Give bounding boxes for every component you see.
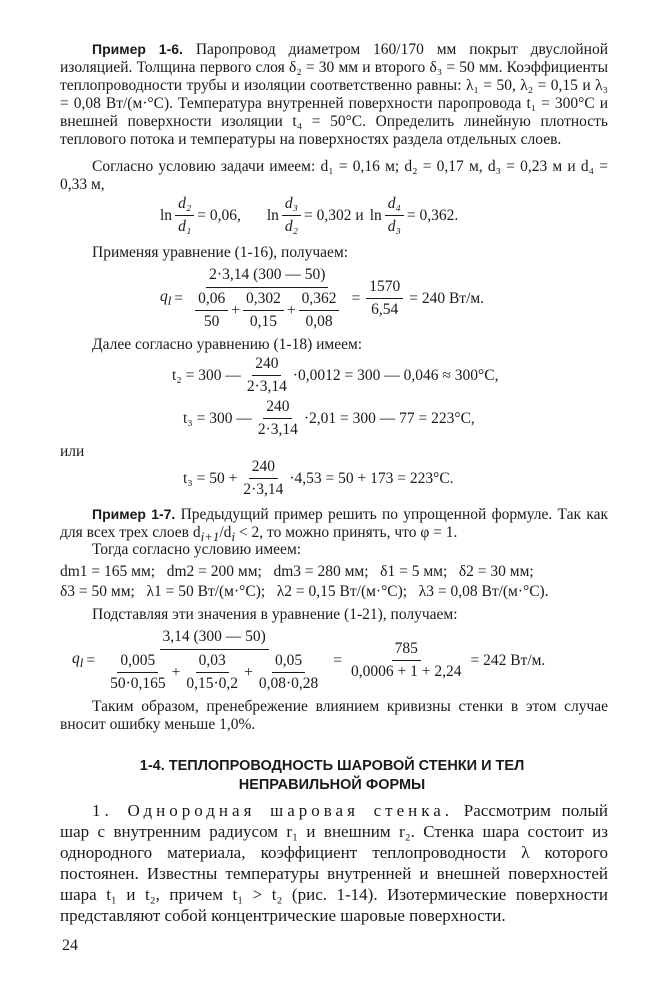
- ln-b-num: d₃: [284, 195, 299, 212]
- further-paragraph: Далее согласно уравнению (1-18) имеем:: [92, 336, 363, 353]
- ql-equation-1: [160, 266, 484, 331]
- ql1-eq: =: [174, 289, 184, 307]
- ql1-t1-den: 50: [203, 313, 220, 330]
- example-1-6-label: Пример 1-6.: [92, 41, 183, 57]
- ql2-lhs: $q_l$: [72, 649, 84, 671]
- example-1-7-text: Предыдущий пример решить по упрощенной формуле. Так как для всех трех слоев d: [60, 506, 608, 541]
- ln-a-lhs: ln: [160, 206, 173, 224]
- subsection-label: 1. Однородная шаровая стенка.: [92, 801, 454, 820]
- substitute-paragraph: Подставляя эти значения в уравнение (1-21), получаем:: [92, 606, 458, 623]
- ln-b-rhs: = 0,302 и: [304, 206, 364, 224]
- ql2-t2-num: 0,03: [196, 652, 229, 673]
- ql1-t1-num: 0,06: [195, 290, 228, 311]
- ql1-t2-num: 0,302: [243, 290, 284, 311]
- t2-num: 240: [252, 355, 281, 376]
- example-1-6-text: Паропровод диаметром 160/170 мм покрыт двуслойной изоляцией. Толщина первого слоя δ₂ = 30 мм и второго δ₃ = 50 мм. Коэффициенты теплопроводности трубы и изоляции соответственно равны: λ₁ = 50, λ₂ = 0,15 и λ₃ = 0,08 Вт/(м·°С). Температура внутренней поверхности паропровода t₁ = 300°С и внешней поверхности изоляции t₄ = 50°С. Определить линейную плотность теплового потока и температуры на поверхностях раздела отдельных слоев.: [60, 41, 609, 148]
- condition-paragraph: Согласно условию задачи имеем: d₁ = 0,16 м; d₂ = 0,17 м, d₃ = 0,23 м и d₄ = 0,33 м,: [60, 158, 608, 193]
- t3-den: 2·3,14: [257, 421, 298, 438]
- ql1-eq2: =: [351, 289, 361, 307]
- t3b-lhs: t₃ = 50 +: [183, 469, 238, 487]
- ql1-numerator: 2·3,14 (300 — 50): [206, 266, 328, 288]
- then-paragraph: Тогда согласно условию имеем:: [92, 541, 302, 558]
- ql2-eq: =: [86, 651, 96, 669]
- ql2-t3-den: 0,08·0,28: [258, 675, 319, 692]
- values-line-2: δ3 = 50 мм; λ1 = 50 Вт/(м·°С); λ2 = 0,15 Вт/(м·°С); λ3 = 0,08 Вт/(м·°С).: [60, 583, 549, 600]
- or-text: или: [60, 443, 85, 460]
- t2-den: 2·3,14: [246, 378, 287, 395]
- ln-a-rhs: = 0,06,: [197, 206, 241, 224]
- ql2-plus1: +: [171, 663, 181, 681]
- ln-c-den: d₃: [387, 218, 401, 235]
- ln-a-den: d₁: [178, 218, 192, 235]
- ql2-main-fraction: [101, 628, 327, 693]
- ln-a-fraction: [175, 195, 194, 236]
- t3-lhs: t₃ = 300 —: [183, 409, 252, 427]
- subsection-paragraph: [60, 800, 608, 926]
- values-line-1: dm1 = 165 мм; dm2 = 200 мм; dm3 = 280 мм; δ1 = 5 мм; δ2 = 30 мм;: [60, 563, 534, 580]
- ln-a-num: d₂: [178, 195, 192, 212]
- ln-b-lhs: ln: [266, 206, 279, 224]
- section-title-line-1: 1-4. ТЕПЛОПРОВОДНОСТЬ ШАРОВОЙ СТЕНКИ И ТЕЛ: [139, 758, 525, 774]
- page-number: 24: [62, 937, 78, 954]
- t2-equation: [172, 355, 498, 396]
- ln-c-lhs: ln: [369, 206, 382, 224]
- t3-alt-equation: [183, 458, 454, 499]
- example-1-7-label: Пример 1-7.: [92, 506, 176, 522]
- ql1-denominator: [189, 288, 345, 331]
- ql2-denominator: [101, 650, 327, 693]
- t3b-rhs: ·4,53 = 50 + 173 = 223°С.: [289, 469, 454, 487]
- ql2-t1-num: 0,005: [117, 652, 158, 673]
- ql1-plus2: +: [286, 301, 296, 319]
- ln-c-rhs: = 0,362.: [406, 206, 459, 224]
- example-1-7-sub1: i+1: [200, 529, 220, 545]
- section-title-line-2: НЕПРАВИЛЬНОЙ ФОРМЫ: [238, 777, 426, 793]
- example-1-7-sub2: i: [231, 529, 236, 545]
- example-1-7-tail: < 2, то можно принять, что φ = 1.: [235, 524, 458, 541]
- ql1-result: = 240 Вт/м.: [409, 289, 485, 307]
- subsection-text: Рассмотрим полый шар с внутренним радиусом r₁ и внешним r₂. Стенка шара состоит из однородного материала, коэффициент теплопроводности λ которого постоянен. Известны температуры внутренней и внешней поверхностей шара t₁ и t₂, причем t₁ > t₂ (рис. 1-14). Изотермические поверхности представляют собой концентрические шаровые поверхности.: [60, 801, 608, 925]
- t3b-den: 2·3,14: [243, 481, 284, 498]
- ql2-result-fraction: [348, 640, 464, 681]
- ql1-main-fraction: [189, 266, 345, 331]
- ql1-r-num: 1570: [366, 278, 403, 299]
- ln-c-num: d₄: [387, 195, 401, 212]
- example-1-7-paragraph: [60, 505, 608, 546]
- ql2-t3-num: 0,05: [272, 652, 305, 673]
- t3b-num: 240: [249, 458, 278, 479]
- ql1-result-fraction: [366, 278, 403, 319]
- ql1-t3-den: 0,08: [305, 313, 333, 330]
- ln-c-fraction: [385, 195, 404, 236]
- ql2-result: = 242 Вт/м.: [470, 651, 546, 669]
- ln-b-fraction: [282, 195, 301, 236]
- ql2-plus2: +: [244, 663, 253, 681]
- ql1-lhs: $q_l$: [160, 287, 172, 309]
- ql-equation-2: [72, 628, 545, 693]
- ql2-numerator: 3,14 (300 — 50): [160, 628, 269, 650]
- conclusion-paragraph: Таким образом, пренебрежение влиянием кривизны стенки в этом случае вносит ошибку меньше 1,0%.: [60, 698, 608, 733]
- t2-rhs: ·0,0012 = 300 — 0,046 ≈ 300°С,: [292, 366, 499, 384]
- t3-rhs: ·2,01 = 300 — 77 = 223°С,: [303, 409, 475, 427]
- ql1-plus1: +: [231, 301, 240, 319]
- t3-num: 240: [263, 398, 292, 419]
- example-1-7-mid: /d: [219, 524, 232, 541]
- ql2-r-den: 0,0006 + 1 + 2,24: [350, 663, 462, 680]
- ql2-t1-den: 50·0,165: [110, 675, 166, 692]
- ql2-eq2: =: [333, 651, 342, 669]
- ql1-t2-den: 0,15: [249, 313, 277, 330]
- ql1-r-den: 6,54: [371, 301, 399, 318]
- ql1-t3-num: 0,362: [299, 290, 340, 311]
- ql2-r-num: 785: [392, 640, 421, 661]
- ln-b-den: d₂: [284, 218, 299, 235]
- apply-paragraph: Применяя уравнение (1-16), получаем:: [92, 244, 349, 261]
- t2-lhs: t₂ = 300 —: [172, 366, 241, 384]
- example-1-6-paragraph: [60, 40, 608, 149]
- ln-equations: [160, 195, 458, 236]
- ql2-t2-den: 0,15·0,2: [186, 675, 239, 692]
- t3-equation: [183, 398, 475, 439]
